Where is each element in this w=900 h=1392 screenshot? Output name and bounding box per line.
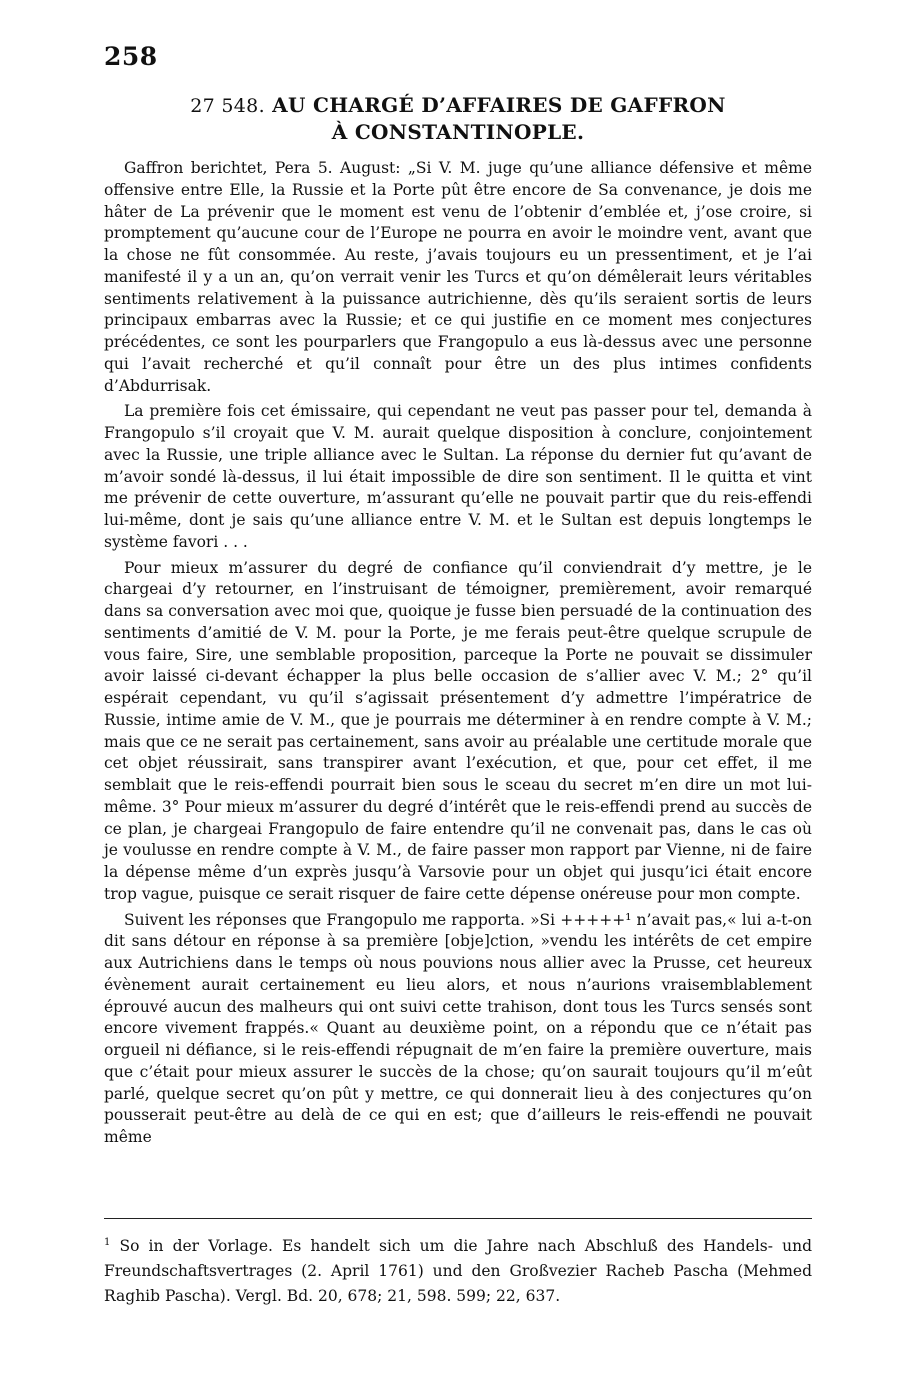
letter-number: 27 548. [190,95,265,117]
heading-line-1 [104,92,812,119]
footnote-divider [104,1218,812,1219]
paragraph: Gaffron berichtet, Pera 5. August: „Si V. M. juge qu’une alliance défensive et même offensive entre Elle, la Russie et la Porte pût être encore de Sa convenance, je dois me hâter de La prévenir que le moment est venu de l’obtenir d’emblée et, j’ose croire, si promptement qu’aucune cour de l’Europe ne pourra en avoir le moindre vent, avant que la chose ne fût consommée. Au reste, j’avais toujours eu un pressentiment, et je l’ai manifesté il y a un an, qu’on verrait venir les Turcs et qu’on démêlerait leurs véritables sentiments relativement à la puissance autrichienne, dès qu’ils seraient sortis de leurs principaux embarras avec la Russie; et ce qui justifie en ce moment mes conjectures précédentes, ce sont les pourparlers que Frangopulo a eus là-dessus avec une personne qui l’avait recherché et qu’il connaît pour être un des plus intimes confidents d’Abdurrisak. [104,159,812,395]
paragraph: Suivent les réponses que Frangopulo me rapporta. »Si +++++¹ n’avait pas,« lui a-t-on dit sans détour en réponse à sa première [obje]ction, »vendu les intérêts de cet empire aux Autrichiens dans le temps où nous pouvions nous allier avec la Prusse, cet heureux évènement aurait certainement eu lieu alors, et nous n’aurions vraisemblablement éprouvé aucun des malheurs qui ont suivi cette trahison, dont tous les Turcs sensés sont encore vivement frappés.« Quant au deuxième point, on a répondu que ce n’était pas orgueil ni défiance, si le reis-effendi répugnait de m’en faire la première ouverture, mais que c’était pour mieux assurer le succès de la chose; qu’on saurait toujours qu’il m’eût parlé, quelque secret qu’on pût y mettre, ce qui donnerait lieu à des conjectures qu’on pousserait peut-être au delà de ce qui en est; que d’ailleurs le reis-effendi ne pouvait même [104,910,812,1146]
heading-title-line-1: AU CHARGÉ D’AFFAIRES DE GAFFRON [272,93,726,117]
heading-title-line-2: À CONSTANTINOPLE. [331,120,585,144]
paragraph: Pour mieux m’assurer du degré de confiance qu’il conviendrait d’y mettre, je le chargeai d’y retourner, en l’instruisant de témoigner, premièrement, avoir remarqué dans sa conversation avec moi que, quoique je fusse bien persuadé de la continuation des sentiments d’amitié de V. M. pour la Porte, je me ferais peut-être quelque scrupule de vous faire, Sire, une semblable proposition, parceque la Porte ne pouvait se dissimuler avoir laissé ci-devant échapper la plus belle occasion de s’allier avec V. M.; 2° qu’il espérait cependant, vu qu’il s’agissait présentement d’y admettre l’impératrice de Russie, intime amie de V. M., que je pourrais me déterminer à en rendre compte à V. M.; mais que ce ne serait pas certainement, sans avoir au préalable une certitude morale que cet objet réussirait, sans transpirer avant l’exécution, et que, pour cet effet, il me semblait que le reis-effendi pourrait bien sous le sceau du secret m’en dire un mot lui-même. 3° Pour mieux m’assurer du degré d’intérêt que le reis-effendi prend au succès de ce plan, je chargeai Frangopulo de faire entendre qu’il ne convenait pas, dans le cas où je voulusse en rendre compte à V. M., de faire passer mon rapport par Vienne, ni de faire la dépense même d’un exprès jusqu’à Varsovie pour un objet qui jusqu’ici était encore trop vague, puisque ce serait risquer de faire cette dépense onéreuse pour mon compte. [104,558,812,903]
footnote-text: So in der Vorlage. Es handelt sich um die Jahre nach Abschluß des Handels- und Freundschaftsvertrages (2. April 1761) und den Großvezier Racheb Pascha (Mehmed Raghib Pascha). Vergl. Bd. 20, 678; 21, 598. 599; 22, 637. [104,1237,812,1306]
paragraph: La première fois cet émissaire, qui cependant ne veut pas passer pour tel, demanda à Frangopulo s’il croyait que V. M. aurait quelque disposition à conclure, conjointement avec la Russie, une triple alliance avec le Sultan. La réponse du dernier fut qu’avant de m’avoir sondé là-dessus, il lui était impossible de dire son sentiment. Il le quitta et vint me prévenir de cette ouverture, m’assurant qu’elle ne pouvait partir que du reis-effendi lui-même, dont je sais qu’une alliance entre V. M. et le Sultan est depuis longtemps le système favori . . . [104,402,812,551]
body-text [104,158,812,1149]
footnote-marker: 1 [104,1237,111,1248]
page-number: 258 [104,42,158,71]
letter-heading [104,92,812,145]
footnote [104,1230,812,1309]
